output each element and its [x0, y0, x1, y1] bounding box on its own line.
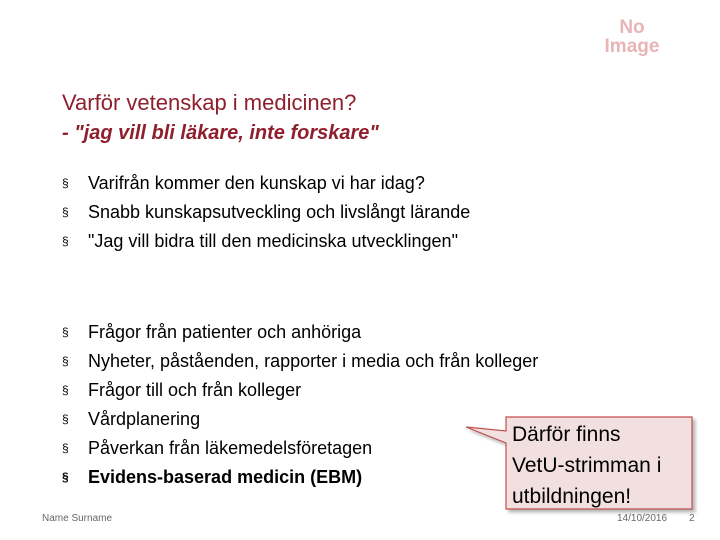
- bullet-list-reasons: [62, 169, 470, 256]
- list-item: [62, 347, 538, 376]
- list-item: [62, 227, 470, 256]
- bullet-marker: §: [62, 354, 69, 368]
- list-item-text: Varifrån kommer den kunskap vi har idag?: [88, 173, 425, 193]
- no-image-line2: Image: [604, 36, 660, 57]
- bullet-marker: §: [62, 383, 69, 397]
- list-item-text: Vårdplanering: [88, 409, 201, 429]
- bullet-marker: §: [62, 234, 69, 248]
- bullet-marker: §: [62, 176, 69, 190]
- no-image-placeholder: [590, 18, 674, 62]
- bullet-marker: §: [62, 325, 69, 339]
- list-item-text: Frågor till och från kolleger: [88, 380, 302, 400]
- list-item: [62, 376, 538, 405]
- no-image-line1: No: [619, 17, 645, 38]
- callout-line1: Därför finns: [512, 423, 621, 446]
- list-item-text: "Jag vill bidra till den medicinska utvecklingen": [88, 231, 458, 251]
- bullet-marker: §: [62, 205, 69, 219]
- slide-title: Varför vetenskap i medicinen?: [62, 90, 357, 115]
- callout-line3: utbildningen!: [512, 485, 632, 508]
- slide-subtitle: - "jag vill bli läkare, inte forskare": [62, 122, 379, 144]
- list-item-text: Nyheter, påståenden, rapporter i media och från kolleger: [88, 351, 539, 371]
- list-item: [62, 169, 470, 198]
- list-item: [62, 318, 538, 347]
- bullet-marker: §: [62, 412, 69, 426]
- list-item: [62, 198, 470, 227]
- list-item-text: Snabb kunskapsutveckling och livslångt lärande: [88, 202, 471, 222]
- callout-box: [466, 415, 696, 515]
- bullet-marker: §: [62, 470, 69, 484]
- footer-author: Name Surname: [42, 513, 113, 524]
- list-item-text: Evidens-baserad medicin (EBM): [88, 467, 363, 487]
- list-item-text: Påverkan från läkemedelsföretagen: [88, 438, 373, 458]
- callout-text: [512, 419, 692, 512]
- footer-date: 14/10/2016: [617, 513, 668, 524]
- footer-page-number: 2: [689, 513, 695, 524]
- list-item-text: Frågor från patienter och anhöriga: [88, 322, 362, 342]
- callout-line2: VetU-strimman i: [512, 454, 662, 477]
- bullet-marker: §: [62, 441, 69, 455]
